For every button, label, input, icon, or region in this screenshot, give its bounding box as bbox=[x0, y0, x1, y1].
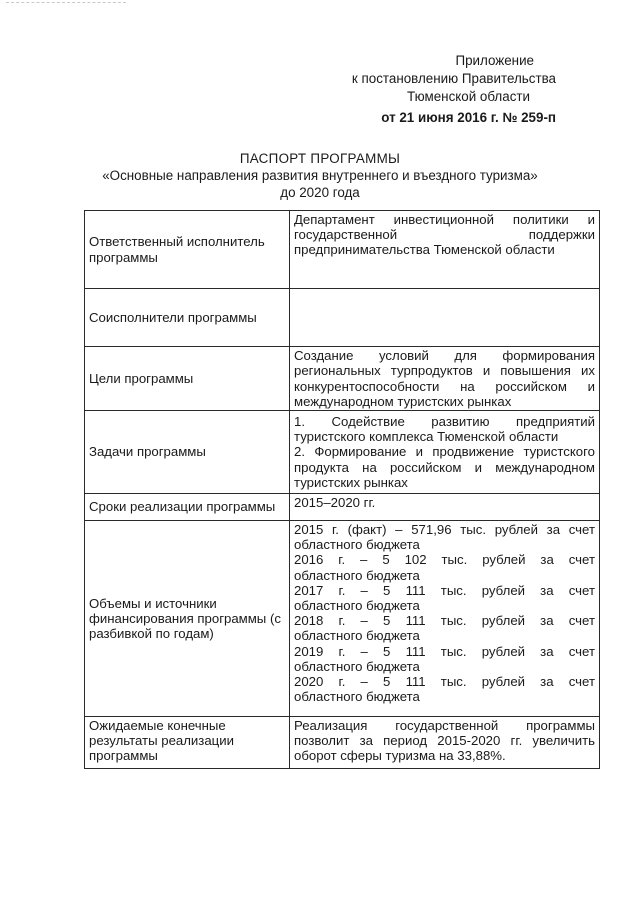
title-line-2: «Основные направления развития внутреннего и въездного туризма» bbox=[102, 168, 538, 183]
funding-line: 2017 г. – 5 111 тыс. рублей за счет bbox=[294, 582, 595, 598]
table-row bbox=[85, 521, 600, 717]
funding-source: областного бюджета bbox=[294, 598, 420, 614]
scan-edge-marks bbox=[6, 2, 126, 7]
row-value-goals: Создание условий для формирования региональных турпродуктов и повышения их конкурентоспособности на российском и международном туристских рынках bbox=[290, 347, 600, 411]
row-value-funding bbox=[290, 521, 600, 717]
funding-line: 2019 г. – 5 111 тыс. рублей за счет bbox=[294, 643, 595, 659]
funding-source: областного бюджета bbox=[294, 628, 420, 644]
funding-line: 2016 г. – 5 102 тыс. рублей за счет bbox=[294, 552, 595, 568]
funding-line: 2018 г. – 5 111 тыс. рублей за счет bbox=[294, 613, 595, 629]
funding-line: 2020 г. – 5 111 тыс. рублей за счет bbox=[294, 674, 595, 690]
appendix-header bbox=[352, 52, 556, 127]
passport-table bbox=[84, 210, 600, 769]
row-value-timeline: 2015–2020 гг. bbox=[290, 494, 600, 521]
funding-line: 2015 г. (факт) – 571,96 тыс. рублей за счет bbox=[294, 522, 595, 537]
row-value-results: Реализация государственной программы позволит за период 2015-2020 гг. увеличить оборот сферы туризма на 33,88%. bbox=[290, 717, 600, 769]
table-row bbox=[85, 211, 600, 289]
row-label-responsible: Ответственный исполнитель программы bbox=[85, 211, 290, 289]
table-row bbox=[85, 411, 600, 494]
row-value-responsible: Департамент инвестиционной политики и государственной поддержки предпринимательства Тюменской области bbox=[290, 211, 600, 289]
appendix-decree-date: от 21 июня 2016 г. № 259-п bbox=[381, 110, 556, 125]
row-label-co-executors: Соисполнители программы bbox=[85, 289, 290, 347]
task-item: 2. Формирование и продвижение туристского продукта на российском и международном туристских рынках bbox=[294, 444, 595, 490]
funding-source: областного бюджета bbox=[294, 537, 420, 553]
appendix-line-2: к постановлению Правительства bbox=[351, 71, 556, 86]
row-label-goals: Цели программы bbox=[85, 347, 290, 411]
table-row bbox=[85, 717, 600, 769]
table-row bbox=[85, 494, 600, 521]
funding-source: областного бюджета bbox=[294, 658, 420, 674]
title-line-1: ПАСПОРТ ПРОГРАММЫ bbox=[239, 151, 401, 166]
row-label-timeline: Сроки реализации программы bbox=[85, 494, 290, 521]
title-line-3: до 2020 года bbox=[280, 185, 360, 200]
row-label-funding: Объемы и источники финансирования программы (с разбивкой по годам) bbox=[85, 521, 290, 717]
row-label-tasks: Задачи программы bbox=[85, 411, 290, 494]
row-value-co-executors bbox=[290, 289, 600, 347]
appendix-line-1: Приложение bbox=[455, 53, 534, 68]
table-row bbox=[85, 289, 600, 347]
row-label-results: Ожидаемые конечные результаты реализации программы bbox=[85, 717, 290, 769]
task-item: 1. Содействие развитию предприятий туристского комплекса Тюменской области bbox=[294, 413, 595, 445]
table-row bbox=[85, 347, 600, 411]
document-title bbox=[0, 150, 640, 201]
appendix-line-3: Тюменской области bbox=[407, 89, 530, 104]
funding-source: областного бюджета bbox=[294, 689, 420, 705]
funding-source: областного бюджета bbox=[294, 567, 420, 583]
row-value-tasks bbox=[290, 411, 600, 494]
